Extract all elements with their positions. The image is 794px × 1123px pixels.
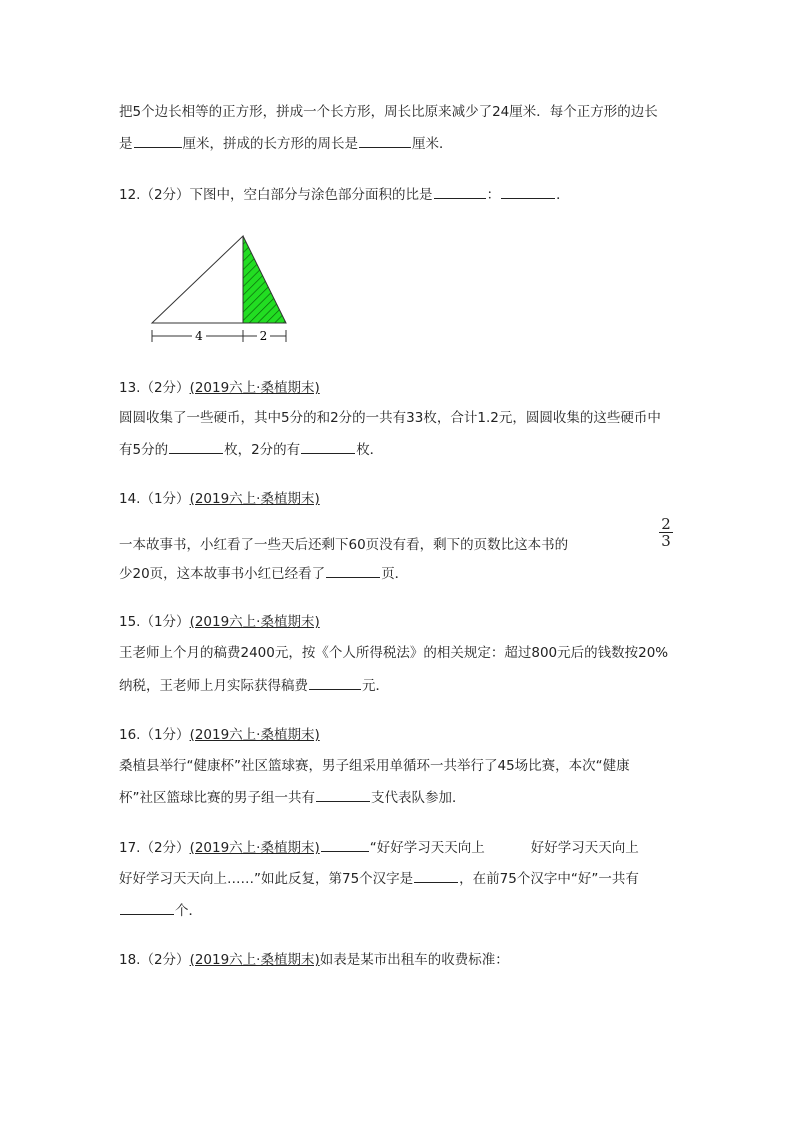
q17-text-d: ，在前75个汉字中“好”一共有 (459, 871, 639, 887)
q15-text-b: 元． (362, 678, 389, 694)
q13-header (119, 379, 320, 397)
answer-blank[interactable] (169, 440, 223, 454)
q15-text-a: 纳税，王老师上月实际获得稿费 (119, 678, 308, 694)
q12-end: ． (556, 187, 570, 203)
q15-line-2 (119, 676, 389, 695)
q13-line-2 (119, 440, 383, 459)
fraction-numerator: 2 (661, 515, 671, 533)
q16-header (119, 726, 320, 744)
q14-line-1: 一本故事书，小红看了一些天后还剩下60页没有看，剩下的页数比这本书的 (119, 537, 569, 553)
q14-source-link[interactable]: (2019六上·桑植期末) (189, 491, 320, 507)
answer-blank[interactable] (120, 901, 174, 915)
triangle-figure (140, 228, 300, 350)
q14-text-a: 少20页，这本故事书小红已经看了 (119, 566, 326, 582)
answer-blank[interactable] (359, 134, 411, 148)
answer-blank[interactable] (434, 185, 486, 199)
q13-number: 13.（2分） (119, 380, 190, 396)
q17-number: 17.（2分） (119, 840, 190, 856)
intro-line-2 (119, 134, 453, 153)
q15-number: 15.（1分） (119, 614, 190, 630)
q15-source-link[interactable]: (2019六上·桑植期末) (189, 614, 320, 630)
q16-source-link[interactable]: (2019六上·桑植期末) (189, 727, 320, 743)
q13-text-a: 有5分的 (119, 442, 169, 458)
q17-source-link[interactable]: (2019六上·桑植期末) (189, 840, 320, 856)
answer-blank[interactable] (321, 838, 369, 852)
intro-text-b: 厘米，拼成的长方形的周长是 (182, 136, 358, 152)
label-2: 2 (259, 329, 268, 343)
q18-source-link[interactable]: (2019六上·桑植期末) (189, 952, 320, 968)
white-triangle (152, 236, 243, 323)
q12-colon: ： (486, 187, 501, 203)
q15-header (119, 613, 320, 631)
q15-line-1: 王老师上个月的稿费2400元，按《个人所得税法》的相关规定：超过800元后的钱数按20% (119, 645, 669, 661)
q14-line-2 (119, 564, 408, 583)
q17-text-b: 好好学习天天向上 (530, 840, 639, 856)
q12-text: 12.（2分）下图中，空白部分与涂色部分面积的比是 (119, 187, 433, 203)
fraction-two-thirds (659, 516, 673, 549)
answer-blank[interactable] (326, 564, 380, 578)
q13-line-1: 圆圆收集了一些硬币，其中5分的和2分的一共有33枚，合计1.2元，圆圆收集的这些硬币中 (119, 410, 661, 426)
q16-number: 16.（1分） (119, 727, 190, 743)
answer-blank[interactable] (414, 869, 458, 883)
q17-line-3 (119, 901, 202, 920)
q18-text: 如表是某市出租车的收费标准： (319, 952, 509, 968)
q13-source-link[interactable]: (2019六上·桑植期末) (189, 380, 320, 396)
answer-blank[interactable] (309, 676, 361, 690)
answer-blank[interactable] (316, 788, 370, 802)
answer-blank[interactable] (134, 134, 182, 148)
q14-header (119, 490, 320, 508)
q17-text-e: 个． (175, 903, 202, 919)
q17-text-a: “好好学习天天向上 (369, 840, 485, 856)
q13-text-c: 枚． (356, 442, 384, 458)
q17-text-c: 好好学习天天向上……”如此反复，第75个汉字是 (119, 871, 414, 887)
q16-line-2 (119, 788, 466, 807)
q17-line-1 (119, 838, 639, 857)
intro-text-a: 是 (119, 136, 133, 152)
q18-line (119, 951, 509, 969)
q18-number: 18.（2分） (119, 952, 190, 968)
q14-text-b: 页． (381, 566, 409, 582)
q13-text-b: 枚，2分的有 (224, 442, 301, 458)
q16-line-1: 桑植县举行“健康杯”社区篮球赛，男子组采用单循环一共举行了45场比赛，本次“健康 (119, 758, 630, 774)
label-4: 4 (195, 329, 203, 343)
q12-line (119, 185, 570, 204)
shaded-triangle (243, 236, 286, 323)
q16-text-b: 支代表队参加． (371, 790, 466, 806)
intro-line-1: 把5个边长相等的正方形，拼成一个长方形，周长比原来减少了24厘米．每个正方形的边长 (119, 104, 658, 120)
q17-line-2 (119, 869, 639, 888)
fraction-denominator: 3 (659, 532, 673, 549)
answer-blank[interactable] (301, 440, 355, 454)
intro-text-c: 厘米． (412, 136, 453, 152)
q16-text-a: 杯”社区篮球比赛的男子组一共有 (119, 790, 315, 806)
answer-blank[interactable] (501, 185, 555, 199)
q14-number: 14.（1分） (119, 491, 190, 507)
